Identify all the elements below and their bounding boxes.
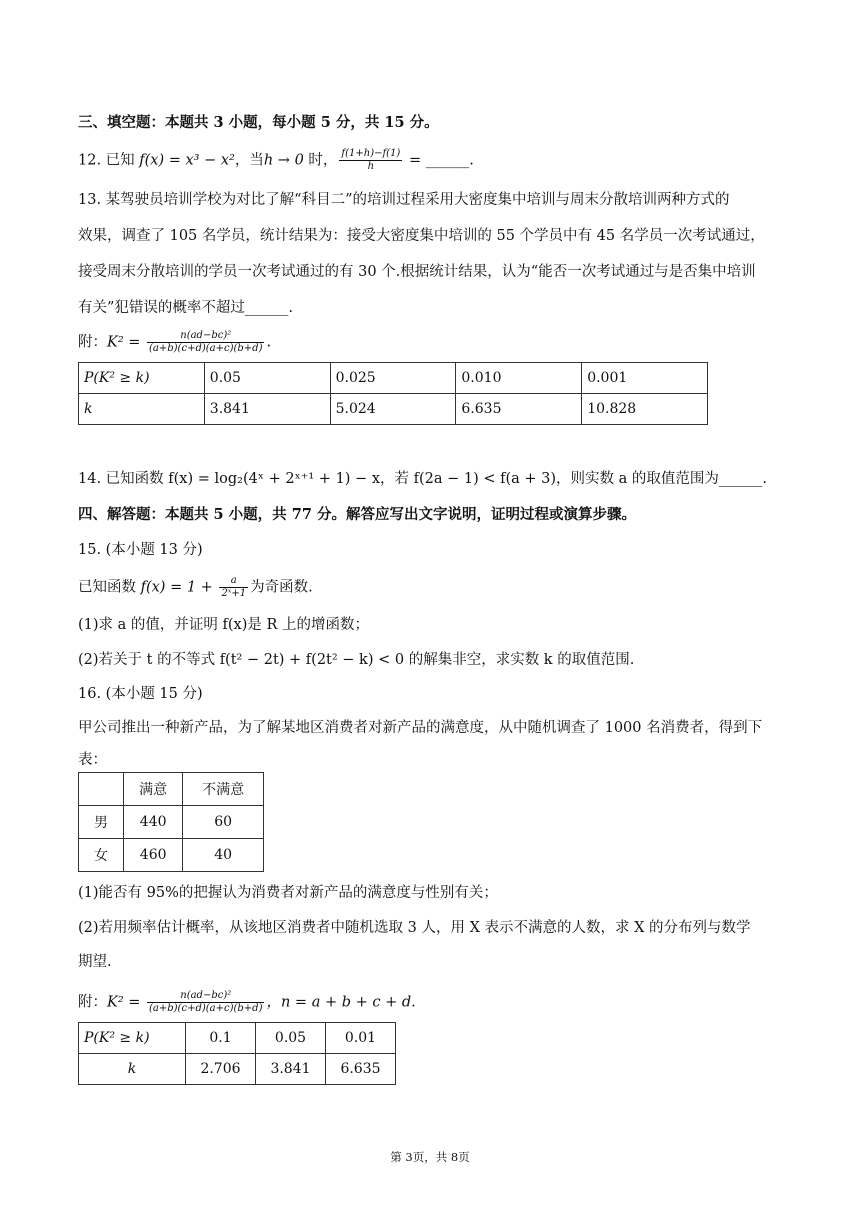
table-cell: 440 [124, 806, 183, 839]
table-cell: k [79, 394, 205, 425]
q16-formula-fraction [147, 990, 264, 1015]
q16-formula [78, 990, 800, 1015]
table-cell: 0.010 [456, 363, 582, 394]
table-cell: P(K² ≥ k) [79, 1023, 186, 1054]
question-16-part-1: (1)能否有 95%的把握认为消费者对新产品的满意度与性别有关； [78, 885, 498, 901]
table-cell: 不满意 [183, 773, 264, 806]
q13-formula-lhs: K² = [107, 334, 146, 351]
table-cell: 10.828 [582, 394, 708, 425]
q12-mid: ，当 [234, 152, 264, 169]
question-16-intro-line-2: 表： [78, 752, 107, 768]
q16-formula-prefix: 附： [78, 994, 107, 1011]
table-cell: 5.024 [330, 394, 456, 425]
q12-function: f(x) = x³ − x² [139, 152, 235, 169]
table-row [79, 1023, 396, 1054]
table-cell: 满意 [124, 773, 183, 806]
question-15-intro [78, 575, 800, 600]
solve-section-heading: 四、解答题：本题共 5 小题，共 77 分。解答应写出文字说明，证明过程或演算步骤。 [78, 506, 636, 523]
table-row [79, 363, 708, 394]
q15-fraction [219, 575, 248, 600]
question-14: 14. 已知函数 f(x) = log₂(4ˣ + 2ˣ⁺¹ + 1) − x，若 f(2a − 1) < f(a + 3)，则实数 a 的取值范围为______. [78, 471, 768, 487]
question-15-header: 15. (本小题 13 分) [78, 542, 203, 558]
q15-intro-suffix: 为奇函数. [250, 579, 313, 596]
table-cell: 60 [183, 806, 264, 839]
table-cell: 3.841 [256, 1054, 326, 1085]
table-cell: 2.706 [186, 1054, 256, 1085]
table-cell: 40 [183, 839, 264, 872]
table-cell: 3.841 [204, 394, 330, 425]
question-13-line-2: 效果，调查了 105 名学员，统计结果为：接受大密度集中培训的 55 个学员中有 45 名学员一次考试通过， [78, 228, 765, 244]
question-16-part-2-line-1: (2)若用频率估计概率，从该地区消费者中随机选取 3 人，用 X 表示不满意的人数，求 X 的分布列与数学 [78, 920, 751, 936]
question-16-intro-line-1: 甲公司推出一种新产品，为了解某地区消费者对新产品的满意度，从中随机调查了 1000 名消费者，得到下 [78, 720, 763, 736]
q13-formula-fraction [147, 330, 264, 355]
q16-formula-denominator: (a+b)(c+d)(a+c)(b+d) [149, 1003, 263, 1014]
q13-formula-suffix: . [266, 334, 272, 351]
q16-survey-table [78, 772, 264, 872]
q13-critical-value-table [78, 362, 708, 425]
q12-fraction-numerator: f(1+h)−f(1) [341, 148, 401, 159]
table-cell: 男 [79, 806, 124, 839]
question-13-line-4: 有关”犯错误的概率不超过______. [78, 300, 294, 316]
table-row [79, 773, 264, 806]
question-15-part-2: (2)若关于 t 的不等式 f(t² − 2t) + f(2t² − k) < 0 的解集非空，求实数 k 的取值范围. [78, 652, 635, 668]
table-cell: 0.05 [256, 1023, 326, 1054]
table-cell: 0.1 [186, 1023, 256, 1054]
table-cell: k [79, 1054, 186, 1085]
table-cell: 0.05 [204, 363, 330, 394]
page-footer: 第 3页，共 8页 [390, 1150, 470, 1164]
table-cell: 0.01 [326, 1023, 396, 1054]
q15-function: f(x) = 1 + [140, 579, 218, 596]
question-13-line-3: 接受周末分散培训的学员一次考试通过的有 30 个.根据统计结果，认为“能否一次考试通过与是否集中培训 [78, 264, 756, 280]
q15-intro-prefix: 已知函数 [78, 579, 141, 596]
q13-formula-prefix: 附： [78, 334, 107, 351]
question-16-part-2-line-2: 期望. [78, 954, 112, 970]
question-15-part-1: (1)求 a 的值，并证明 f(x)是 R 上的增函数； [78, 617, 370, 633]
q16-formula-numerator: n(ad−bc)² [147, 990, 264, 1003]
q16-formula-suffix: ，n = a + b + c + d. [266, 994, 416, 1011]
table-cell: 0.025 [330, 363, 456, 394]
table-row [79, 806, 264, 839]
q16-formula-lhs: K² = [107, 994, 146, 1011]
question-16-header: 16. (本小题 15 分) [78, 686, 203, 702]
table-cell: 6.635 [456, 394, 582, 425]
fill-in-section-heading: 三、填空题：本题共 3 小题，每小题 5 分，共 15 分。 [78, 114, 439, 131]
table-row [79, 394, 708, 425]
q15-fraction-denominator: 2ˣ+1 [221, 588, 247, 599]
q12-fraction [339, 148, 402, 173]
table-cell [79, 773, 124, 806]
question-12 [78, 148, 800, 173]
q12-prefix: 12. 已知 [78, 152, 140, 169]
q12-limit: h → 0 [263, 152, 304, 169]
q13-formula-numerator: n(ad−bc)² [147, 330, 264, 343]
table-row [79, 839, 264, 872]
table-row [79, 1054, 396, 1085]
table-cell: 0.001 [582, 363, 708, 394]
q15-fraction-numerator: a [219, 575, 248, 588]
table-cell: 6.635 [326, 1054, 396, 1085]
q12-mid2: 时， [303, 152, 338, 169]
q16-critical-value-table [78, 1022, 396, 1085]
table-cell: P(K² ≥ k) [79, 363, 205, 394]
q12-suffix: = ______. [404, 152, 474, 169]
table-cell: 460 [124, 839, 183, 872]
q13-formula-denominator: (a+b)(c+d)(a+c)(b+d) [149, 343, 263, 354]
q12-fraction-denominator: h [367, 161, 375, 172]
q13-formula [78, 330, 800, 355]
table-cell: 女 [79, 839, 124, 872]
question-13-line-1: 13. 某驾驶员培训学校为对比了解“科目二”的培训过程采用大密度集中培训与周末分散培训两种方式的 [78, 192, 730, 208]
